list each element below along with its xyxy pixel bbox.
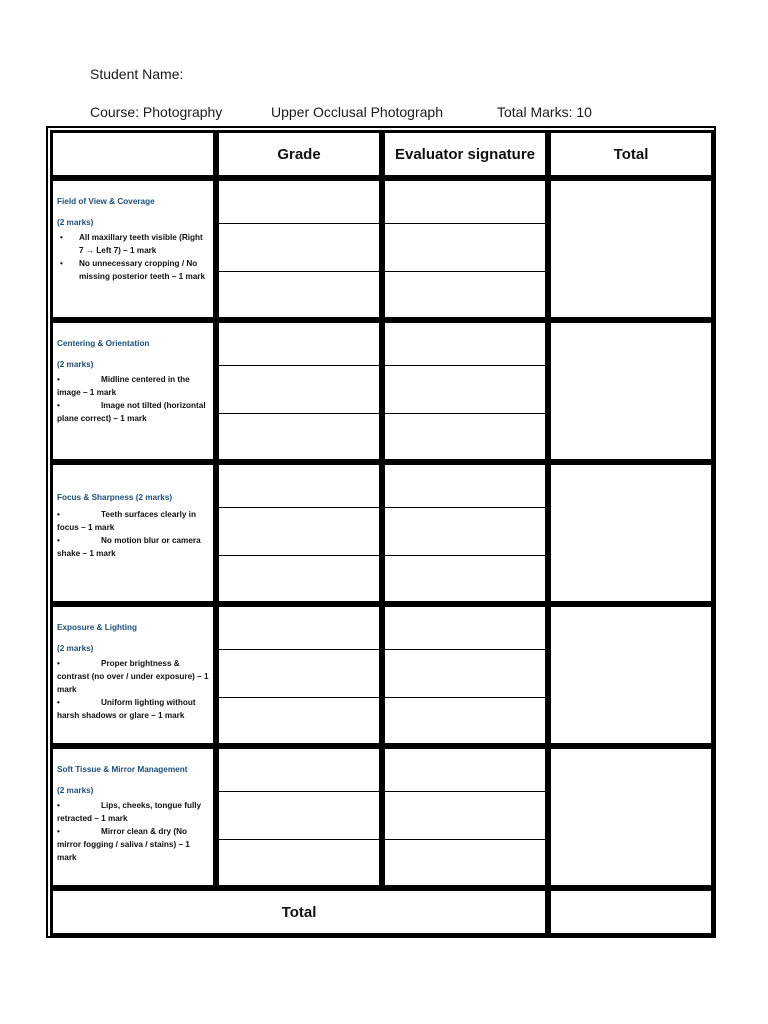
criterion-bullet: • Uniform lighting without harsh shadows or glare – 1 mark: [57, 698, 196, 720]
grade-cell[interactable]: [216, 746, 382, 888]
signature-cell[interactable]: [382, 320, 548, 462]
criterion-cell: [50, 604, 216, 746]
header-cell-evaluator-signature: Evaluator signature: [382, 130, 548, 178]
grade-cell[interactable]: [216, 178, 382, 320]
header-cell-total: Total: [548, 130, 714, 178]
criterion-bullet: • Teeth surfaces clearly in focus – 1 mark: [57, 510, 196, 532]
criterion-cell: [50, 746, 216, 888]
header-cell-grade: Grade: [216, 130, 382, 178]
total-cell[interactable]: [548, 178, 714, 320]
criterion-bullet: • Mirror clean & dry (No mirror fogging / saliva / stains) – 1 mark: [57, 827, 190, 862]
criterion-cell: [50, 462, 216, 604]
header-cell-blank: [50, 130, 216, 178]
criterion-cell: [50, 320, 216, 462]
criterion-bullet: • No motion blur or camera shake – 1 mark: [57, 536, 201, 558]
rubric-table: [46, 126, 716, 938]
criterion-title: Exposure & Lighting: [57, 623, 138, 632]
total-cell[interactable]: [548, 462, 714, 604]
criterion-title: Focus & Sharpness (2 marks): [57, 493, 173, 502]
criterion-cell: [50, 178, 216, 320]
grade-cell[interactable]: [216, 320, 382, 462]
criterion-marks: (2 marks): [57, 786, 94, 795]
signature-cell[interactable]: [382, 746, 548, 888]
student-name-label: Student Name:: [90, 66, 184, 82]
criterion-bullet: • All maxillary teeth visible (Right 7 → Left 7) – 1 mark: [57, 231, 209, 257]
total-marks-label: Total Marks: 10: [497, 104, 592, 120]
grand-total-label: Total: [50, 888, 548, 936]
criterion-marks: (2 marks): [57, 644, 94, 653]
grade-cell[interactable]: [216, 604, 382, 746]
assessment-topic: Upper Occlusal Photograph: [271, 104, 443, 120]
signature-cell[interactable]: [382, 178, 548, 320]
criterion-title: Soft Tissue & Mirror Management: [57, 765, 188, 774]
total-cell[interactable]: [548, 320, 714, 462]
total-cell[interactable]: [548, 746, 714, 888]
criterion-bullet: • No unnecessary cropping / No missing posterior teeth – 1 mark: [57, 257, 209, 283]
criterion-marks: (2 marks): [57, 218, 94, 227]
criterion-marks: (2 marks): [57, 360, 94, 369]
signature-cell[interactable]: [382, 604, 548, 746]
course-label: Course: Photography: [90, 104, 223, 120]
criterion-title: Centering & Orientation: [57, 339, 150, 348]
total-cell[interactable]: [548, 604, 714, 746]
criterion-title: Field of View & Coverage: [57, 197, 155, 206]
criterion-bullet: • Lips, cheeks, tongue fully retracted – 1 mark: [57, 801, 202, 823]
grade-cell[interactable]: [216, 462, 382, 604]
signature-cell[interactable]: [382, 462, 548, 604]
criterion-bullet: • Image not tilted (horizontal plane correct) – 1 mark: [57, 401, 206, 423]
grand-total-value-cell[interactable]: [548, 888, 714, 936]
criterion-bullet: • Midline centered in the image – 1 mark: [57, 375, 190, 397]
criterion-bullet: • Proper brightness & contrast (no over / under exposure) – 1 mark: [57, 659, 209, 694]
